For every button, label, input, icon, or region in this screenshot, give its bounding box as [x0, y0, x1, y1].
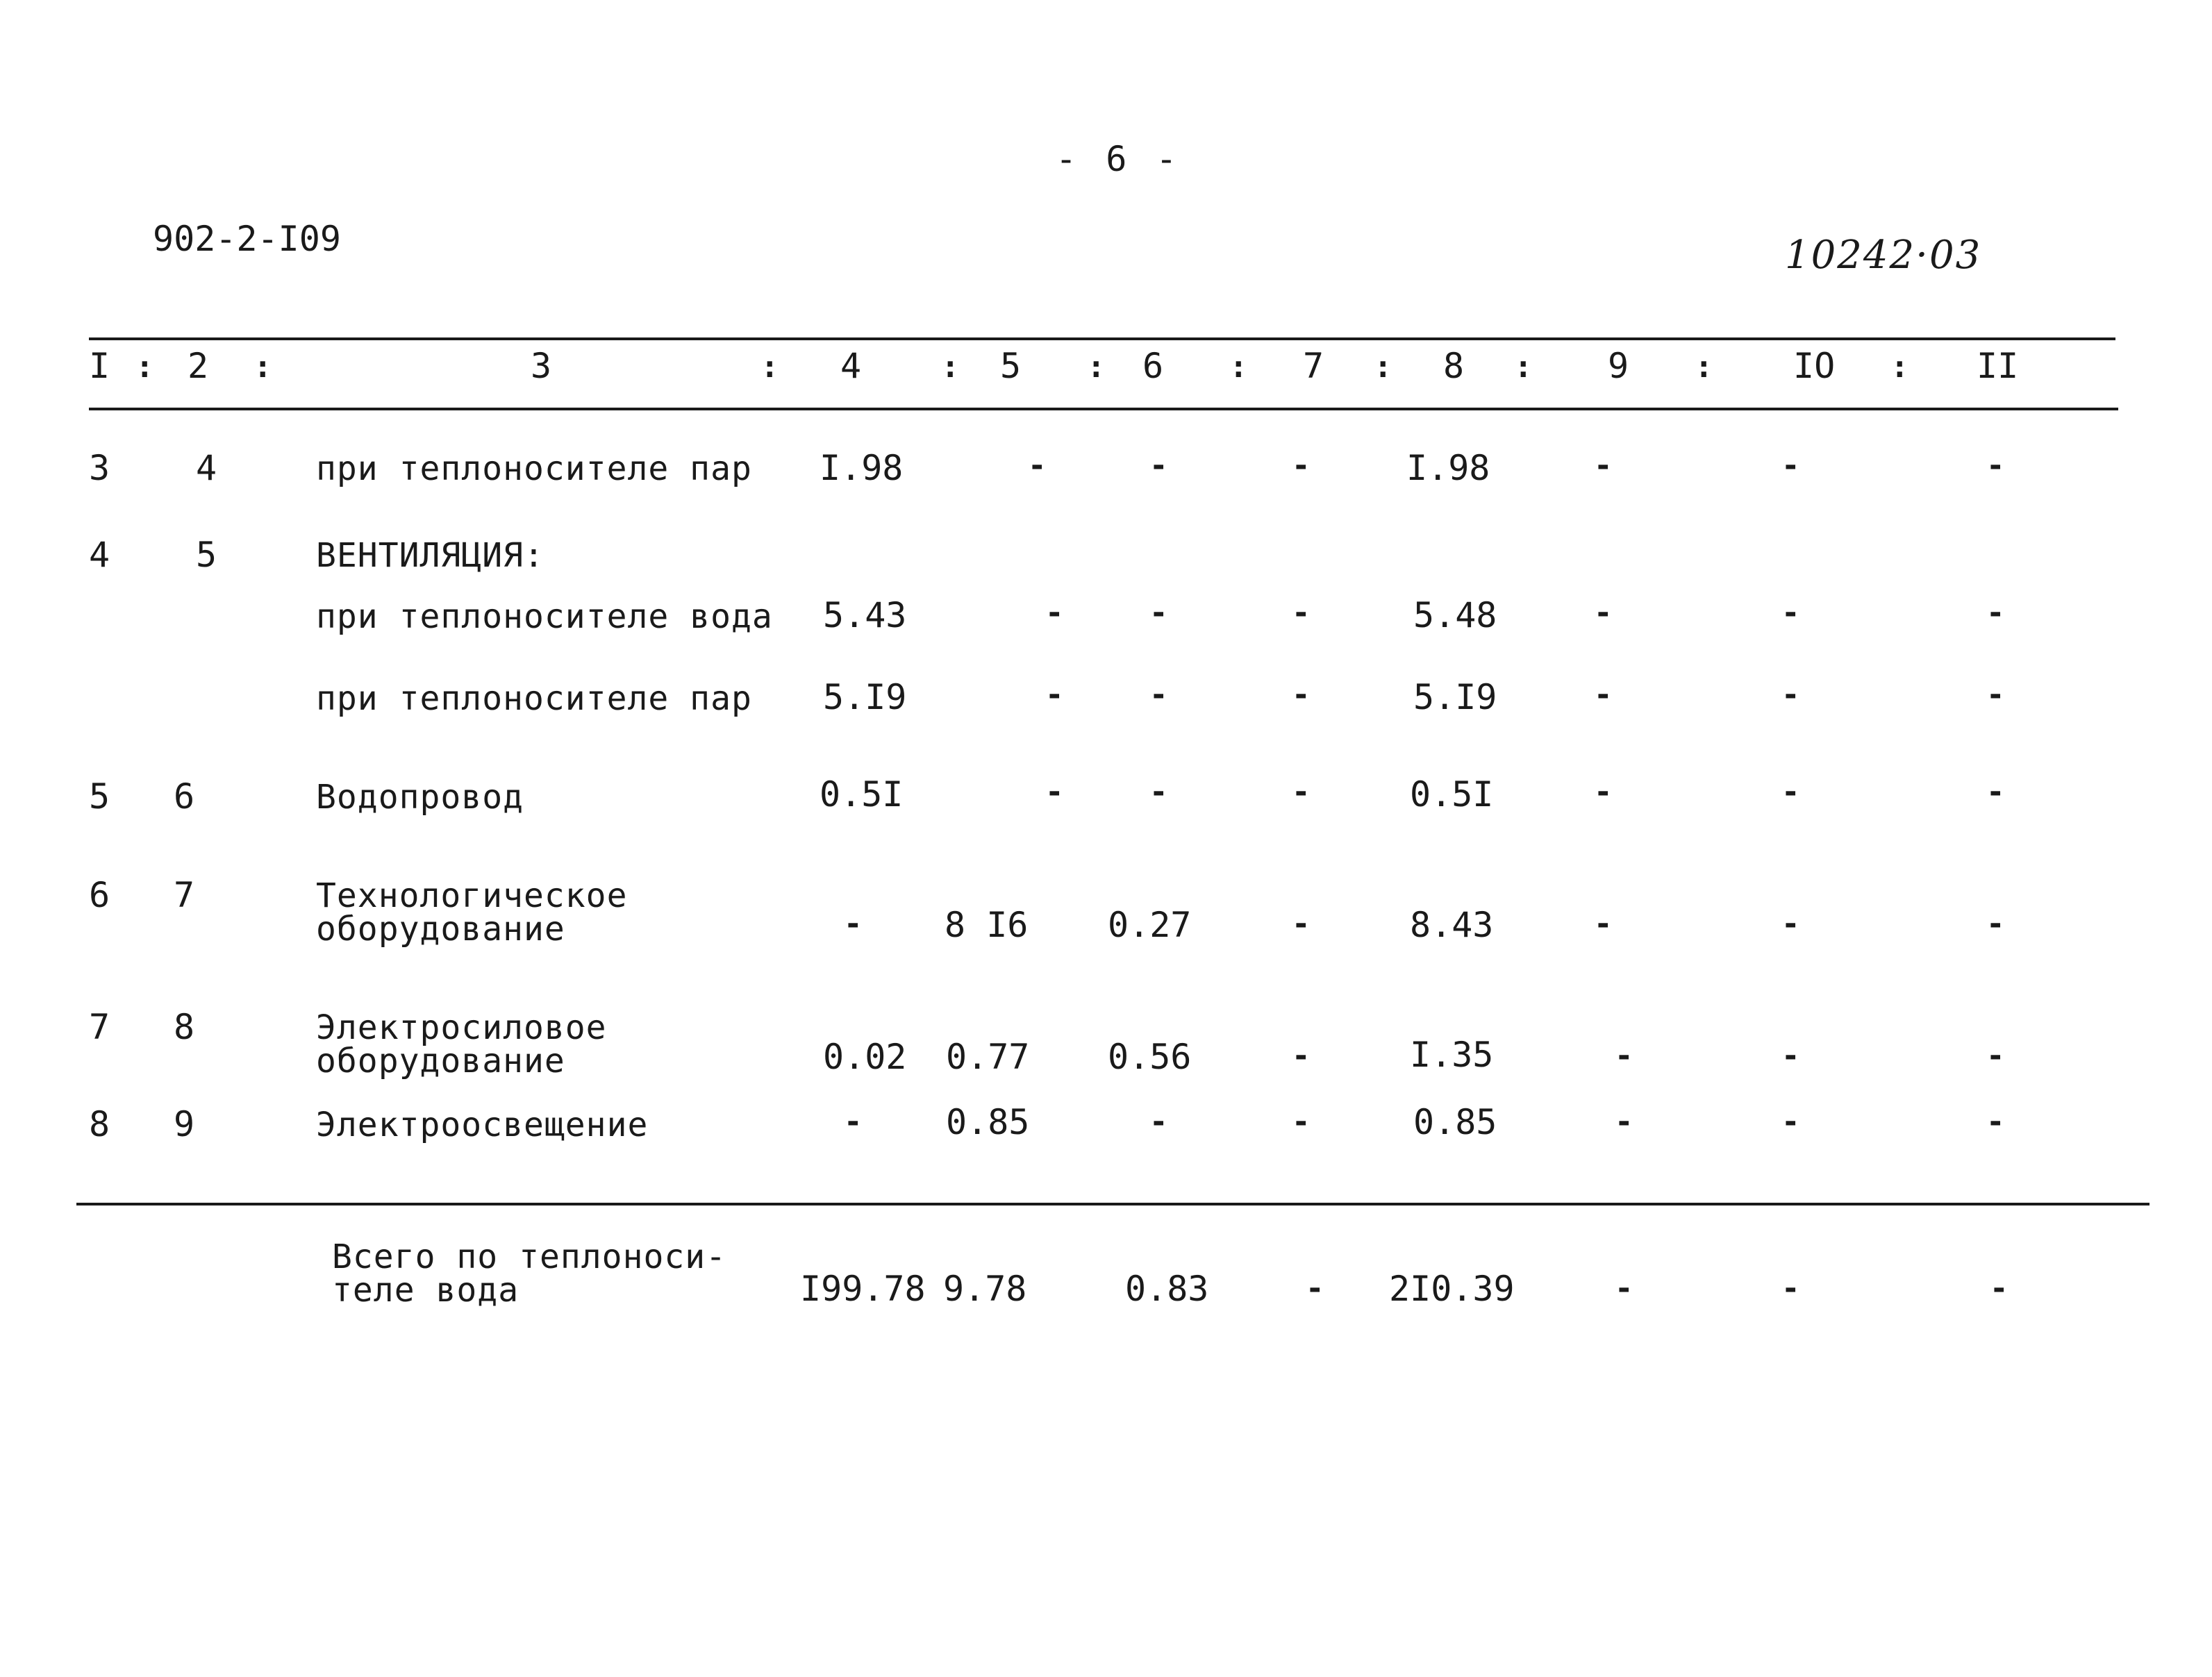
cell-col-8: 0.5I — [1410, 774, 1494, 815]
cell-name: при теплоносителе пар — [316, 449, 752, 488]
cell-col-8: 8.43 — [1410, 905, 1494, 945]
cell-col-4: - — [844, 1104, 863, 1140]
cell-col-6: - — [1149, 1104, 1168, 1140]
total-col-9: - — [1615, 1271, 1633, 1306]
cell-col-9: - — [1594, 774, 1613, 810]
column-header-6: 6 — [1142, 346, 1164, 386]
cell-col-9: - — [1615, 1038, 1633, 1074]
cell-col-11: - — [1986, 1038, 2005, 1074]
column-header-3: 3 — [531, 346, 552, 386]
cell-col-10: - — [1781, 1038, 1800, 1074]
cell-col-7: - — [1292, 1104, 1311, 1140]
cell-col-9: - — [1594, 448, 1613, 483]
total-col-10: - — [1781, 1271, 1800, 1306]
cell-name-line-1: Технологическое — [316, 876, 628, 915]
cell-name: Водопровод — [316, 778, 524, 817]
cell-col-8: 5.I9 — [1413, 677, 1497, 717]
cell-col-11: - — [1986, 1104, 2005, 1140]
cell-col-6: 0.27 — [1108, 905, 1192, 945]
cell-col-2: 9 — [174, 1104, 195, 1144]
cell-col-4: - — [844, 906, 863, 942]
cell-col-7: - — [1292, 677, 1311, 712]
column-header-7: 7 — [1303, 346, 1324, 386]
cell-col-2: 7 — [174, 875, 195, 915]
cell-col-4: I.98 — [820, 448, 904, 488]
header-bottom-rule — [89, 408, 2118, 410]
cell-col-8: I.98 — [1406, 448, 1490, 488]
total-col-5: 9.78 — [943, 1269, 1027, 1309]
cell-col-9: - — [1594, 906, 1613, 942]
cell-col-1: 4 — [89, 535, 110, 575]
column-header-4: 4 — [840, 346, 862, 386]
header-separator: : — [1695, 349, 1713, 385]
cell-col-4: 0.02 — [823, 1037, 907, 1077]
header-separator: : — [1890, 349, 1909, 385]
cell-name: Электроосвещение — [316, 1106, 649, 1144]
cell-col-6: - — [1149, 677, 1168, 712]
cell-col-4: 5.43 — [823, 595, 907, 635]
cell-col-4: 0.5I — [820, 774, 904, 815]
cell-col-11: - — [1986, 448, 2005, 483]
cell-name-line-2: оборудование — [316, 1042, 565, 1081]
cell-col-9: - — [1594, 677, 1613, 712]
column-header-11: II — [1977, 346, 2019, 386]
cell-col-7: - — [1292, 595, 1311, 631]
cell-col-10: - — [1781, 677, 1800, 712]
cell-col-11: - — [1986, 595, 2005, 631]
cell-col-5: 8 I6 — [945, 905, 1029, 945]
cell-col-5: 0.77 — [946, 1037, 1030, 1077]
cell-col-6: - — [1149, 595, 1168, 631]
total-label-line-2: теле вода — [332, 1271, 519, 1310]
column-header-5: 5 — [1000, 346, 1022, 386]
cell-col-2: 6 — [174, 776, 195, 817]
cell-col-1: 5 — [89, 776, 110, 817]
cell-col-1: 3 — [89, 448, 110, 488]
cell-col-5: - — [1028, 448, 1047, 483]
header-separator: : — [941, 349, 960, 385]
header-separator: : — [1374, 349, 1392, 385]
cell-col-7: - — [1292, 448, 1311, 483]
table-top-rule — [89, 337, 2115, 340]
cell-col-7: - — [1292, 906, 1311, 942]
total-col-4: I99.78 — [800, 1269, 926, 1309]
cell-col-11: - — [1986, 774, 2005, 810]
cell-col-5: 0.85 — [946, 1102, 1030, 1142]
cell-col-5: - — [1045, 595, 1064, 631]
cell-name: при теплоносителе вода — [316, 597, 773, 636]
cell-col-11: - — [1986, 906, 2005, 942]
cell-name: при теплоносителе пар — [316, 679, 752, 718]
cell-col-10: - — [1781, 448, 1800, 483]
total-label-line-1: Всего по теплоноси- — [332, 1237, 727, 1276]
cell-col-7: - — [1292, 774, 1311, 810]
cell-col-2: 4 — [196, 448, 217, 488]
total-col-11: - — [1990, 1271, 2009, 1306]
cell-col-1: 6 — [89, 875, 110, 915]
column-header-2: 2 — [188, 346, 209, 386]
header-separator: : — [1229, 349, 1248, 385]
cell-col-9: - — [1594, 595, 1613, 631]
cell-name-line-1: Электросиловое — [316, 1008, 607, 1047]
cell-col-1: 7 — [89, 1007, 110, 1047]
column-header-8: 8 — [1443, 346, 1465, 386]
cell-name-line-2: оборудование — [316, 910, 565, 949]
cell-col-1: 8 — [89, 1104, 110, 1144]
cell-col-6: - — [1149, 774, 1168, 810]
document-code: 902-2-I09 — [153, 219, 341, 259]
column-header-9: 9 — [1608, 346, 1629, 386]
page-number: - 6 - — [1056, 139, 1181, 179]
cell-col-2: 5 — [196, 535, 217, 575]
section-heading: ВЕНТИЛЯЦИЯ: — [316, 536, 544, 575]
cell-col-8: 5.48 — [1413, 595, 1497, 635]
column-header-1: I — [89, 346, 110, 386]
cell-col-5: - — [1045, 677, 1064, 712]
cell-col-2: 8 — [174, 1007, 195, 1047]
cell-col-10: - — [1781, 595, 1800, 631]
cell-col-8: 0.85 — [1413, 1102, 1497, 1142]
header-separator: : — [135, 349, 154, 385]
header-separator: : — [760, 349, 779, 385]
total-col-8: 2I0.39 — [1389, 1269, 1515, 1309]
column-header-10: IO — [1793, 346, 1836, 386]
cell-col-5: - — [1045, 774, 1064, 810]
cell-col-11: - — [1986, 677, 2005, 712]
total-separator-rule — [76, 1203, 2149, 1205]
cell-col-10: - — [1781, 774, 1800, 810]
cell-col-8: I.35 — [1410, 1035, 1494, 1075]
cell-col-10: - — [1781, 1104, 1800, 1140]
header-separator: : — [1087, 349, 1106, 385]
cell-col-9: - — [1615, 1104, 1633, 1140]
cell-col-10: - — [1781, 906, 1800, 942]
total-col-6: 0.83 — [1125, 1269, 1209, 1309]
header-separator: : — [1514, 349, 1533, 385]
cell-col-6: - — [1149, 448, 1168, 483]
total-col-7: - — [1306, 1271, 1324, 1306]
header-separator: : — [253, 349, 272, 385]
cell-col-7: - — [1292, 1038, 1311, 1074]
cell-col-4: 5.I9 — [823, 677, 907, 717]
handwritten-code: 10242·03 — [1785, 233, 1982, 278]
cell-col-6: 0.56 — [1108, 1037, 1192, 1077]
